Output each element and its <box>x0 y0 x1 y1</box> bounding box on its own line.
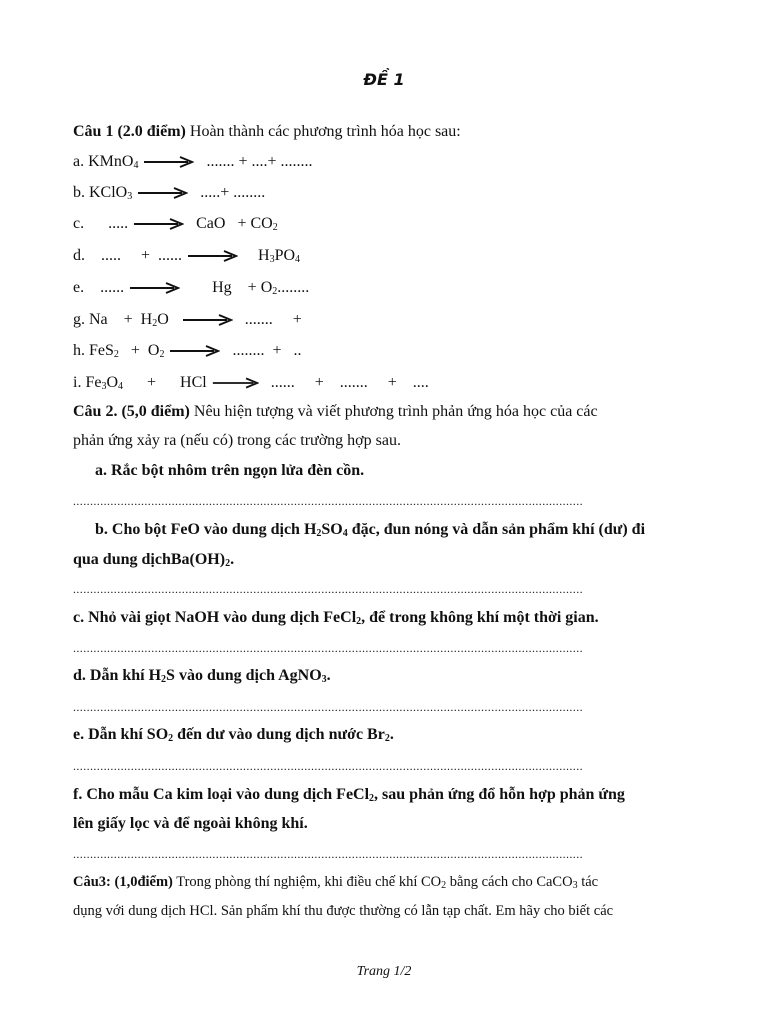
equation-e-rhs-tail: ........ <box>277 279 310 296</box>
equation-i-lhs-tail: O <box>106 374 119 391</box>
equation-b-lhs: b. KClO <box>73 184 128 201</box>
equation-c-lhs: c. ..... <box>73 215 129 232</box>
equation-g-rhs: ....... + <box>244 311 302 328</box>
question-2-text-line1: Nêu hiện tượng và viết phương trình phản ứng hóa học của các <box>193 403 598 420</box>
question-3-label: Câu3: (1,0điểm) <box>73 874 173 890</box>
question-3-line1 <box>73 872 598 892</box>
subscript: 2 <box>441 880 447 891</box>
question-3-text: Trong phòng thí nghiệm, khi điều chế khí CO <box>172 874 442 890</box>
question-2d-text: S vào dung dịch AgNO <box>166 667 322 684</box>
subscript: 2 <box>369 793 375 804</box>
question-1-heading <box>73 122 461 142</box>
subscript: 4 <box>295 254 301 265</box>
subscript: 2 <box>113 349 119 360</box>
equation-d-rhs2: PO <box>274 247 296 264</box>
reaction-arrow-icon <box>186 249 238 263</box>
subscript: 2 <box>384 733 390 744</box>
answer-dotted-line: ...................................................................................................................................................... <box>73 643 583 653</box>
equation-e <box>73 278 309 298</box>
subscript: 2 <box>356 616 362 627</box>
question-2b-text: đặc, đun nóng và dẫn sản phẩm khí (dư) đi <box>347 521 646 538</box>
question-3-text: bằng cách cho CaCO <box>446 874 573 890</box>
equation-b-rhs: .....+ ........ <box>200 184 266 201</box>
question-2-text-line2: phản ứng xảy ra (nếu có) trong các trường hợp sau. <box>73 432 401 449</box>
answer-dotted-line: ...................................................................................................................................................... <box>73 496 583 506</box>
question-2c-text: c. Nhỏ vài giọt NaOH vào dung dịch FeCl <box>73 609 357 626</box>
exam-title: ĐỀ 1 <box>363 70 405 89</box>
equation-d-lhs: d. ..... + ...... <box>73 247 183 264</box>
reaction-arrow-icon <box>181 313 233 327</box>
question-2d-text: d. Dẫn khí H <box>73 667 162 684</box>
reaction-arrow-icon <box>136 186 188 200</box>
answer-dotted-line: ...................................................................................................................................................... <box>73 761 583 771</box>
question-2e-text: e. Dẫn khí SO <box>73 726 169 743</box>
equation-g-lhs: g. Na + H <box>73 311 153 328</box>
subscript: 2 <box>272 286 278 297</box>
equation-c-rhs: CaO + CO <box>196 215 273 232</box>
question-2e-text: đến dư vào dung dịch nước Br <box>173 726 385 743</box>
question-2b-line2 <box>73 550 234 570</box>
reaction-arrow-icon <box>128 281 180 295</box>
subscript: 4 <box>342 528 348 539</box>
reaction-arrow-icon <box>132 217 184 231</box>
reaction-arrow-icon <box>168 344 220 358</box>
subscript: 2 <box>272 222 278 233</box>
equation-a-rhs: ....... + ....+ ........ <box>206 153 313 170</box>
subscript: 2 <box>159 349 165 360</box>
equation-h-lhs: h. FeS <box>73 342 114 359</box>
question-2b-text: SO <box>321 521 343 538</box>
equation-c <box>73 214 278 234</box>
subscript: 3 <box>321 674 327 685</box>
question-2e-text: . <box>389 726 394 743</box>
subscript: 2 <box>316 528 322 539</box>
question-2f-line2: lên giấy lọc và để ngoài không khí. <box>73 815 308 832</box>
subscript: 4 <box>118 381 124 392</box>
subscript: 4 <box>133 160 139 171</box>
question-2f-text: f. Cho mẫu Ca kim loại vào dung dịch FeCl <box>73 786 370 803</box>
equation-i <box>73 373 429 393</box>
equation-h-rhs: ........ + .. <box>232 342 302 359</box>
question-2c-text: , để trong không khí một thời gian. <box>361 609 599 626</box>
equation-e-lhs: e. ...... <box>73 279 125 296</box>
page-number: Trang 1/2 <box>356 964 412 979</box>
reaction-arrow-icon <box>142 155 194 169</box>
equation-a <box>73 152 312 172</box>
question-2b-line1 <box>73 520 645 540</box>
equation-i-rhs: ...... + ....... + .... <box>270 374 429 391</box>
question-2a: a. Rắc bột nhôm trên ngọn lửa đèn cồn. <box>95 462 365 479</box>
answer-dotted-line: ...................................................................................................................................................... <box>73 849 583 859</box>
answer-dotted-line: ...................................................................................................................................................... <box>73 584 583 594</box>
subscript: 2 <box>168 733 174 744</box>
question-2b-text: . <box>230 551 235 568</box>
question-2d <box>73 666 331 686</box>
subscript: 2 <box>225 558 231 569</box>
equation-h-lhs-tail: + O <box>118 342 160 359</box>
equation-g-lhs-tail: O <box>157 311 169 328</box>
question-3-line2: dụng với dung dịch HCl. Sản phẩm khí thu được thường có lẫn tạp chất. Em hãy cho biết các <box>73 903 614 919</box>
equation-d <box>73 246 300 266</box>
question-2-heading <box>73 402 598 422</box>
equation-e-rhs: Hg + O <box>212 279 273 296</box>
equation-h <box>73 341 302 361</box>
subscript: 3 <box>572 880 578 891</box>
subscript: 2 <box>161 674 167 685</box>
question-1-text: Hoàn thành các phương trình hóa học sau: <box>189 123 461 140</box>
equation-a-lhs: a. KMnO <box>73 153 134 170</box>
subscript: 3 <box>101 381 107 392</box>
question-2e <box>73 725 394 745</box>
question-2d-text: . <box>326 667 331 684</box>
subscript: 3 <box>269 254 275 265</box>
question-3-text: tác <box>577 874 599 890</box>
question-2-points: (5,0 điểm) <box>121 403 190 420</box>
equation-b <box>73 183 265 203</box>
answer-dotted-line: ...................................................................................................................................................... <box>73 702 583 712</box>
question-2f-line1 <box>73 785 625 805</box>
subscript: 3 <box>127 191 133 202</box>
subscript: 2 <box>152 318 158 329</box>
question-1-label: Câu 1 (2.0 điểm) <box>73 123 186 140</box>
question-2-label: Câu 2. <box>73 403 118 420</box>
equation-i-lhs-tail2: + HCl <box>123 374 207 391</box>
question-2c <box>73 608 599 628</box>
question-2b-text: b. Cho bột FeO vào dung dịch H <box>95 521 317 538</box>
question-2b-text: qua dung dịchBa(OH) <box>73 551 226 568</box>
equation-g <box>73 310 302 330</box>
question-2f-text: , sau phản ứng đổ hỗn hợp phản ứng <box>374 786 625 803</box>
equation-d-rhs: H <box>258 247 270 264</box>
equation-i-lhs: i. Fe <box>73 374 102 391</box>
reaction-arrow-icon <box>211 376 259 390</box>
